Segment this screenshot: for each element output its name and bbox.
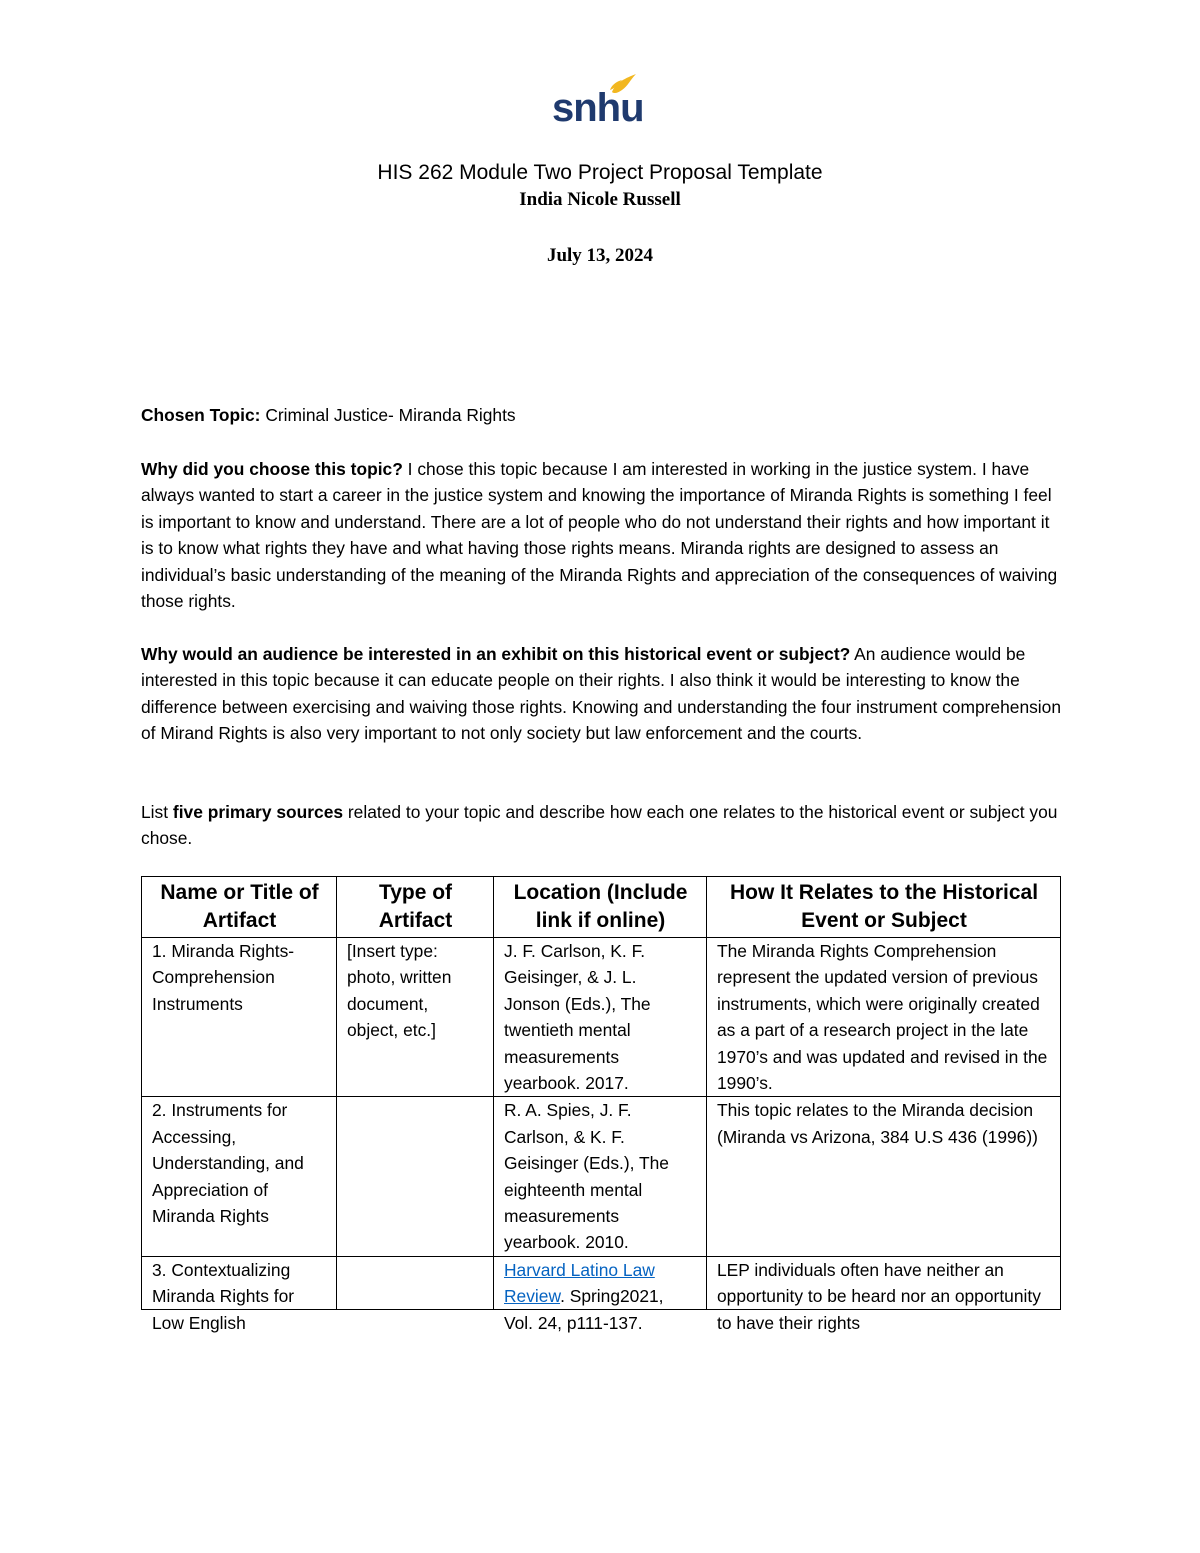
cell-type [337,1097,494,1256]
chosen-topic-paragraph [141,402,1061,428]
cell-location [494,1256,707,1333]
chosen-topic-label: Chosen Topic: [141,405,261,425]
author-name: India Nicole Russell [519,189,681,210]
why-audience-paragraph [141,641,1061,747]
artifacts-table [141,876,1061,1333]
cell-type: [Insert type: photo, written document, object, etc.] [337,938,494,1097]
snhu-logo [552,72,642,134]
cell-relation-text: LEP individuals often have neither an opportunity to be heard nor an opportunity to have their rights [717,1259,1041,1333]
document-title: HIS 262 Module Two Project Proposal Template [377,161,823,184]
header-location: Location (Include link if online) [494,877,707,938]
cell-name: 1. Miranda Rights- Comprehension Instruments [142,938,337,1097]
cell-location: R. A. Spies, J. F. Carlson, & K. F. Geisinger (Eds.), The eighteenth mental measurements yearbook. 2010. [494,1097,707,1256]
document-date: July 13, 2024 [546,245,654,266]
why-choose-paragraph [141,456,1061,614]
list-prompt-prefix: List [141,802,173,822]
cell-name [142,1256,337,1333]
list-prompt-suffix: related to your topic and describe how each one relates to the historical event or subject you chose. [141,802,1058,849]
cell-name: 2. Instruments for Accessing, Understanding, and Appreciation of Miranda Rights [142,1097,337,1256]
chosen-topic-value: Criminal Justice- Miranda Rights [260,405,516,425]
harvard-latino-law-review-link[interactable]: Harvard Latino Law Review [504,1259,655,1307]
cell-location-rest: . Spring2021, Vol. 24, p111-137. [504,1286,664,1333]
why-audience-text: An audience would be interested in this topic because it can educate people on their rights. I also think it would be interesting to know the difference between exercising and waiving those rights. Knowing and understanding the four instrument comprehension of Mirand Rights is also very important to not only society but law enforcement and the courts. [141,644,1062,744]
table-row [142,1256,1061,1309]
logo-wordmark: snhu [552,86,644,130]
cell-type [337,1256,494,1309]
why-audience-label: Why would an audience be interested in an exhibit on this historical event or subject? [141,644,851,664]
cell-name-text: 3. Contextualizing Miranda Rights for Low English [152,1259,295,1333]
why-choose-text: I chose this topic because I am interested in working in the justice system. I have always wanted to start a career in the justice system and knowing the importance of Miranda Rights is something I feel is important to know and understand. There are a lot of people who do not understand their rights and how important it is to know what rights they have and what having those rights means. Miranda rights are designed to assess an individual’s basic understanding of the meaning of the Miranda Rights and appreciation of the consequences of waiving those rights. [141,459,1058,612]
list-prompt-bold: five primary sources [172,802,344,822]
table-row [142,1097,1061,1256]
cell-location: J. F. Carlson, K. F. Geisinger, & J. L. Jonson (Eds.), The twentieth mental measurements yearbook. 2017. [494,938,707,1097]
cell-relation [707,1256,1061,1333]
header-relation: How It Relates to the Historical Event or Subject [707,877,1061,938]
cell-relation: This topic relates to the Miranda decision (Miranda vs Arizona, 384 U.S 436 (1996)) [707,1097,1061,1256]
list-prompt-paragraph [141,799,1061,852]
header-name: Name or Title of Artifact [142,877,337,938]
table-row [142,938,1061,1097]
header-type: Type of Artifact [337,877,494,938]
table-header-row [142,877,1061,938]
cell-relation: The Miranda Rights Comprehension represent the updated version of previous instruments, which were originally created as a part of a research project in the late 1970’s and was updated and revised in the 1990’s. [707,938,1061,1097]
why-choose-label: Why did you choose this topic? [141,459,403,479]
